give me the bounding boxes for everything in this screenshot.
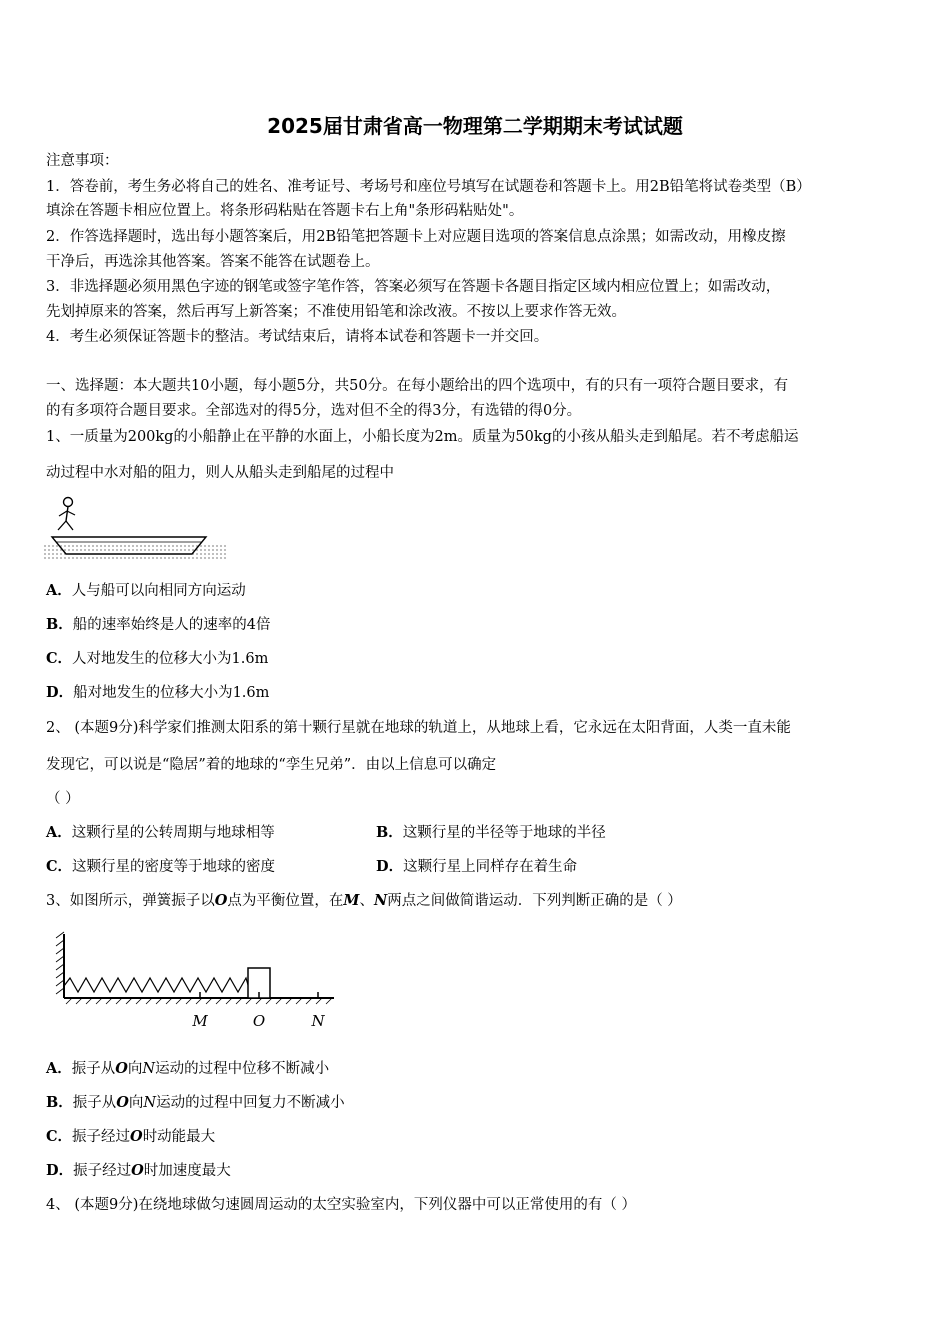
q3-option-c bbox=[46, 1126, 215, 1148]
q2-option-row bbox=[46, 822, 606, 844]
q2-option-c bbox=[46, 859, 275, 875]
q2-option-a bbox=[46, 825, 275, 841]
option-text: 运动的过程中回复力不断减小 bbox=[156, 1095, 345, 1111]
option-text: 向 bbox=[127, 1061, 143, 1077]
option-label: C． bbox=[46, 858, 73, 875]
boat-figure bbox=[44, 494, 230, 564]
option-symbol: N bbox=[143, 1095, 157, 1111]
option-label: A． bbox=[46, 1060, 72, 1077]
q2-stem-line: 2、 (本题9分)科学家们推测太阳系的第十颗行星就在地球的轨道上，从地球上看，它永远在太阳背面，人类一直未能 bbox=[46, 720, 791, 736]
option-text: 振子经过 bbox=[73, 1163, 132, 1179]
option-text: 这颗行星的密度等于地球的密度 bbox=[72, 859, 276, 875]
option-text: 船的速率始终是人的速率的4倍 bbox=[72, 617, 271, 633]
q1-option-a bbox=[46, 580, 246, 602]
option-text: 人对地发生的位移大小为1.6m bbox=[72, 651, 269, 667]
q3-option-a bbox=[46, 1058, 329, 1080]
notice-line: 干净后，再选涂其他答案。答案不能答在试题卷上。 bbox=[46, 254, 380, 270]
q2-option-d bbox=[376, 856, 577, 878]
option-text: 运动的过程中位移不断减小 bbox=[155, 1061, 330, 1077]
option-label: C． bbox=[46, 650, 73, 667]
notice-line: 先划掉原来的答案，然后再写上新答案；不准使用铅笔和涂改液。不按以上要求作答无效。 bbox=[46, 304, 626, 320]
q3-point-o: O bbox=[214, 892, 228, 909]
option-label: B． bbox=[376, 824, 403, 841]
q2-answer-bracket: （ ） bbox=[46, 791, 80, 807]
notice-line: 1．答卷前，考生务必将自己的姓名、准考证号、考场号和座位号填写在试题卷和答题卡上。用2B铅笔将试卷类型（B） bbox=[46, 179, 811, 195]
q2-option-row bbox=[46, 856, 578, 878]
notice-line: 填涂在答题卡相应位置上。将条形码粘贴在答题卡右上角"条形码粘贴处"。 bbox=[46, 203, 524, 219]
q1-option-c bbox=[46, 648, 268, 670]
q3-point-n: N bbox=[373, 892, 388, 909]
q3-stem-part: 点为平衡位置，在 bbox=[227, 893, 344, 909]
q4-stem-line: 4、 (本题9分)在绕地球做匀速圆周运动的太空实验室内，下列仪器中可以正常使用的有（ ） bbox=[46, 1197, 636, 1213]
option-text: 这颗行星上同样存在着生命 bbox=[403, 859, 578, 875]
option-text: 振子从 bbox=[72, 1095, 117, 1111]
option-text: 人与船可以向相同方向运动 bbox=[71, 583, 246, 599]
option-symbol: O bbox=[130, 1128, 143, 1145]
option-text: 振子从 bbox=[71, 1061, 116, 1077]
option-text: 时加速度最大 bbox=[143, 1163, 231, 1179]
option-text: 振子经过 bbox=[72, 1129, 131, 1145]
option-label: A． bbox=[46, 582, 72, 599]
option-text: 时动能最大 bbox=[142, 1129, 216, 1145]
q3-option-d bbox=[46, 1160, 231, 1182]
option-symbol: O bbox=[116, 1094, 129, 1111]
option-text: 这颗行星的公转周期与地球相等 bbox=[71, 825, 275, 841]
q1-option-d bbox=[46, 682, 269, 704]
option-text: 向 bbox=[128, 1095, 144, 1111]
figure-label-m: M bbox=[192, 1012, 208, 1030]
option-label: C． bbox=[46, 1128, 73, 1145]
notice-heading: 注意事项： bbox=[46, 153, 119, 169]
section-header-line: 一、选择题：本大题共10小题，每小题5分，共50分。在每小题给出的四个选项中，有的只有一项符合题目要求，有 bbox=[46, 378, 789, 394]
page-title: 2025届甘肃省高一物理第二学期期末考试试题 bbox=[267, 114, 683, 138]
option-label: B． bbox=[46, 616, 73, 633]
q3-stem bbox=[46, 890, 682, 912]
option-symbol: O bbox=[115, 1060, 128, 1077]
q1-stem-line: 1、一质量为200kg的小船静止在平静的水面上，小船长度为2m。质量为50kg的小孩从船头走到船尾。若不考虑船运 bbox=[46, 429, 799, 445]
figure-label-n: N bbox=[311, 1012, 325, 1030]
option-symbol: O bbox=[131, 1162, 144, 1179]
q3-point-m: M bbox=[343, 892, 360, 909]
q3-stem-part: 3、如图所示，弹簧振子以 bbox=[46, 893, 215, 909]
q2-option-b bbox=[376, 822, 606, 844]
notice-line: 4．考生必须保证答题卡的整洁。考试结束后，请将本试卷和答题卡一并交回。 bbox=[46, 329, 549, 345]
option-symbol: N bbox=[142, 1061, 156, 1077]
spring-oscillator-figure bbox=[50, 928, 340, 1038]
q3-option-b bbox=[46, 1092, 345, 1114]
q3-stem-part: 、 bbox=[359, 893, 374, 909]
section-header-line: 的有多项符合题目要求。全部选对的得5分，选对但不全的得3分，有选错的得0分。 bbox=[46, 403, 582, 419]
q3-stem-part: 两点之间做简谐运动．下列判断正确的是（ ） bbox=[387, 893, 682, 909]
option-label: D． bbox=[376, 858, 404, 875]
q1-stem-line: 动过程中水对船的阻力，则人从船头走到船尾的过程中 bbox=[46, 465, 394, 481]
q2-stem-line: 发现它，可以说是“隐居”着的地球的“孪生兄弟”．由以上信息可以确定 bbox=[46, 757, 497, 773]
figure-label-o: O bbox=[252, 1012, 266, 1030]
option-label: B． bbox=[46, 1094, 73, 1111]
option-label: D． bbox=[46, 684, 74, 701]
option-text: 这颗行星的半径等于地球的半径 bbox=[402, 825, 606, 841]
option-label: D． bbox=[46, 1162, 74, 1179]
notice-line: 2．作答选择题时，选出每小题答案后，用2B铅笔把答题卡上对应题目选项的答案信息点涂黑；如需改动，用橡皮擦 bbox=[46, 229, 786, 245]
option-text: 船对地发生的位移大小为1.6m bbox=[73, 685, 270, 701]
option-label: A． bbox=[46, 824, 72, 841]
q1-option-b bbox=[46, 614, 271, 636]
notice-line: 3．非选择题必须用黑色字迹的钢笔或签字笔作答，答案必须写在答题卡各题目指定区域内相应位置上；如需改动， bbox=[46, 279, 781, 295]
